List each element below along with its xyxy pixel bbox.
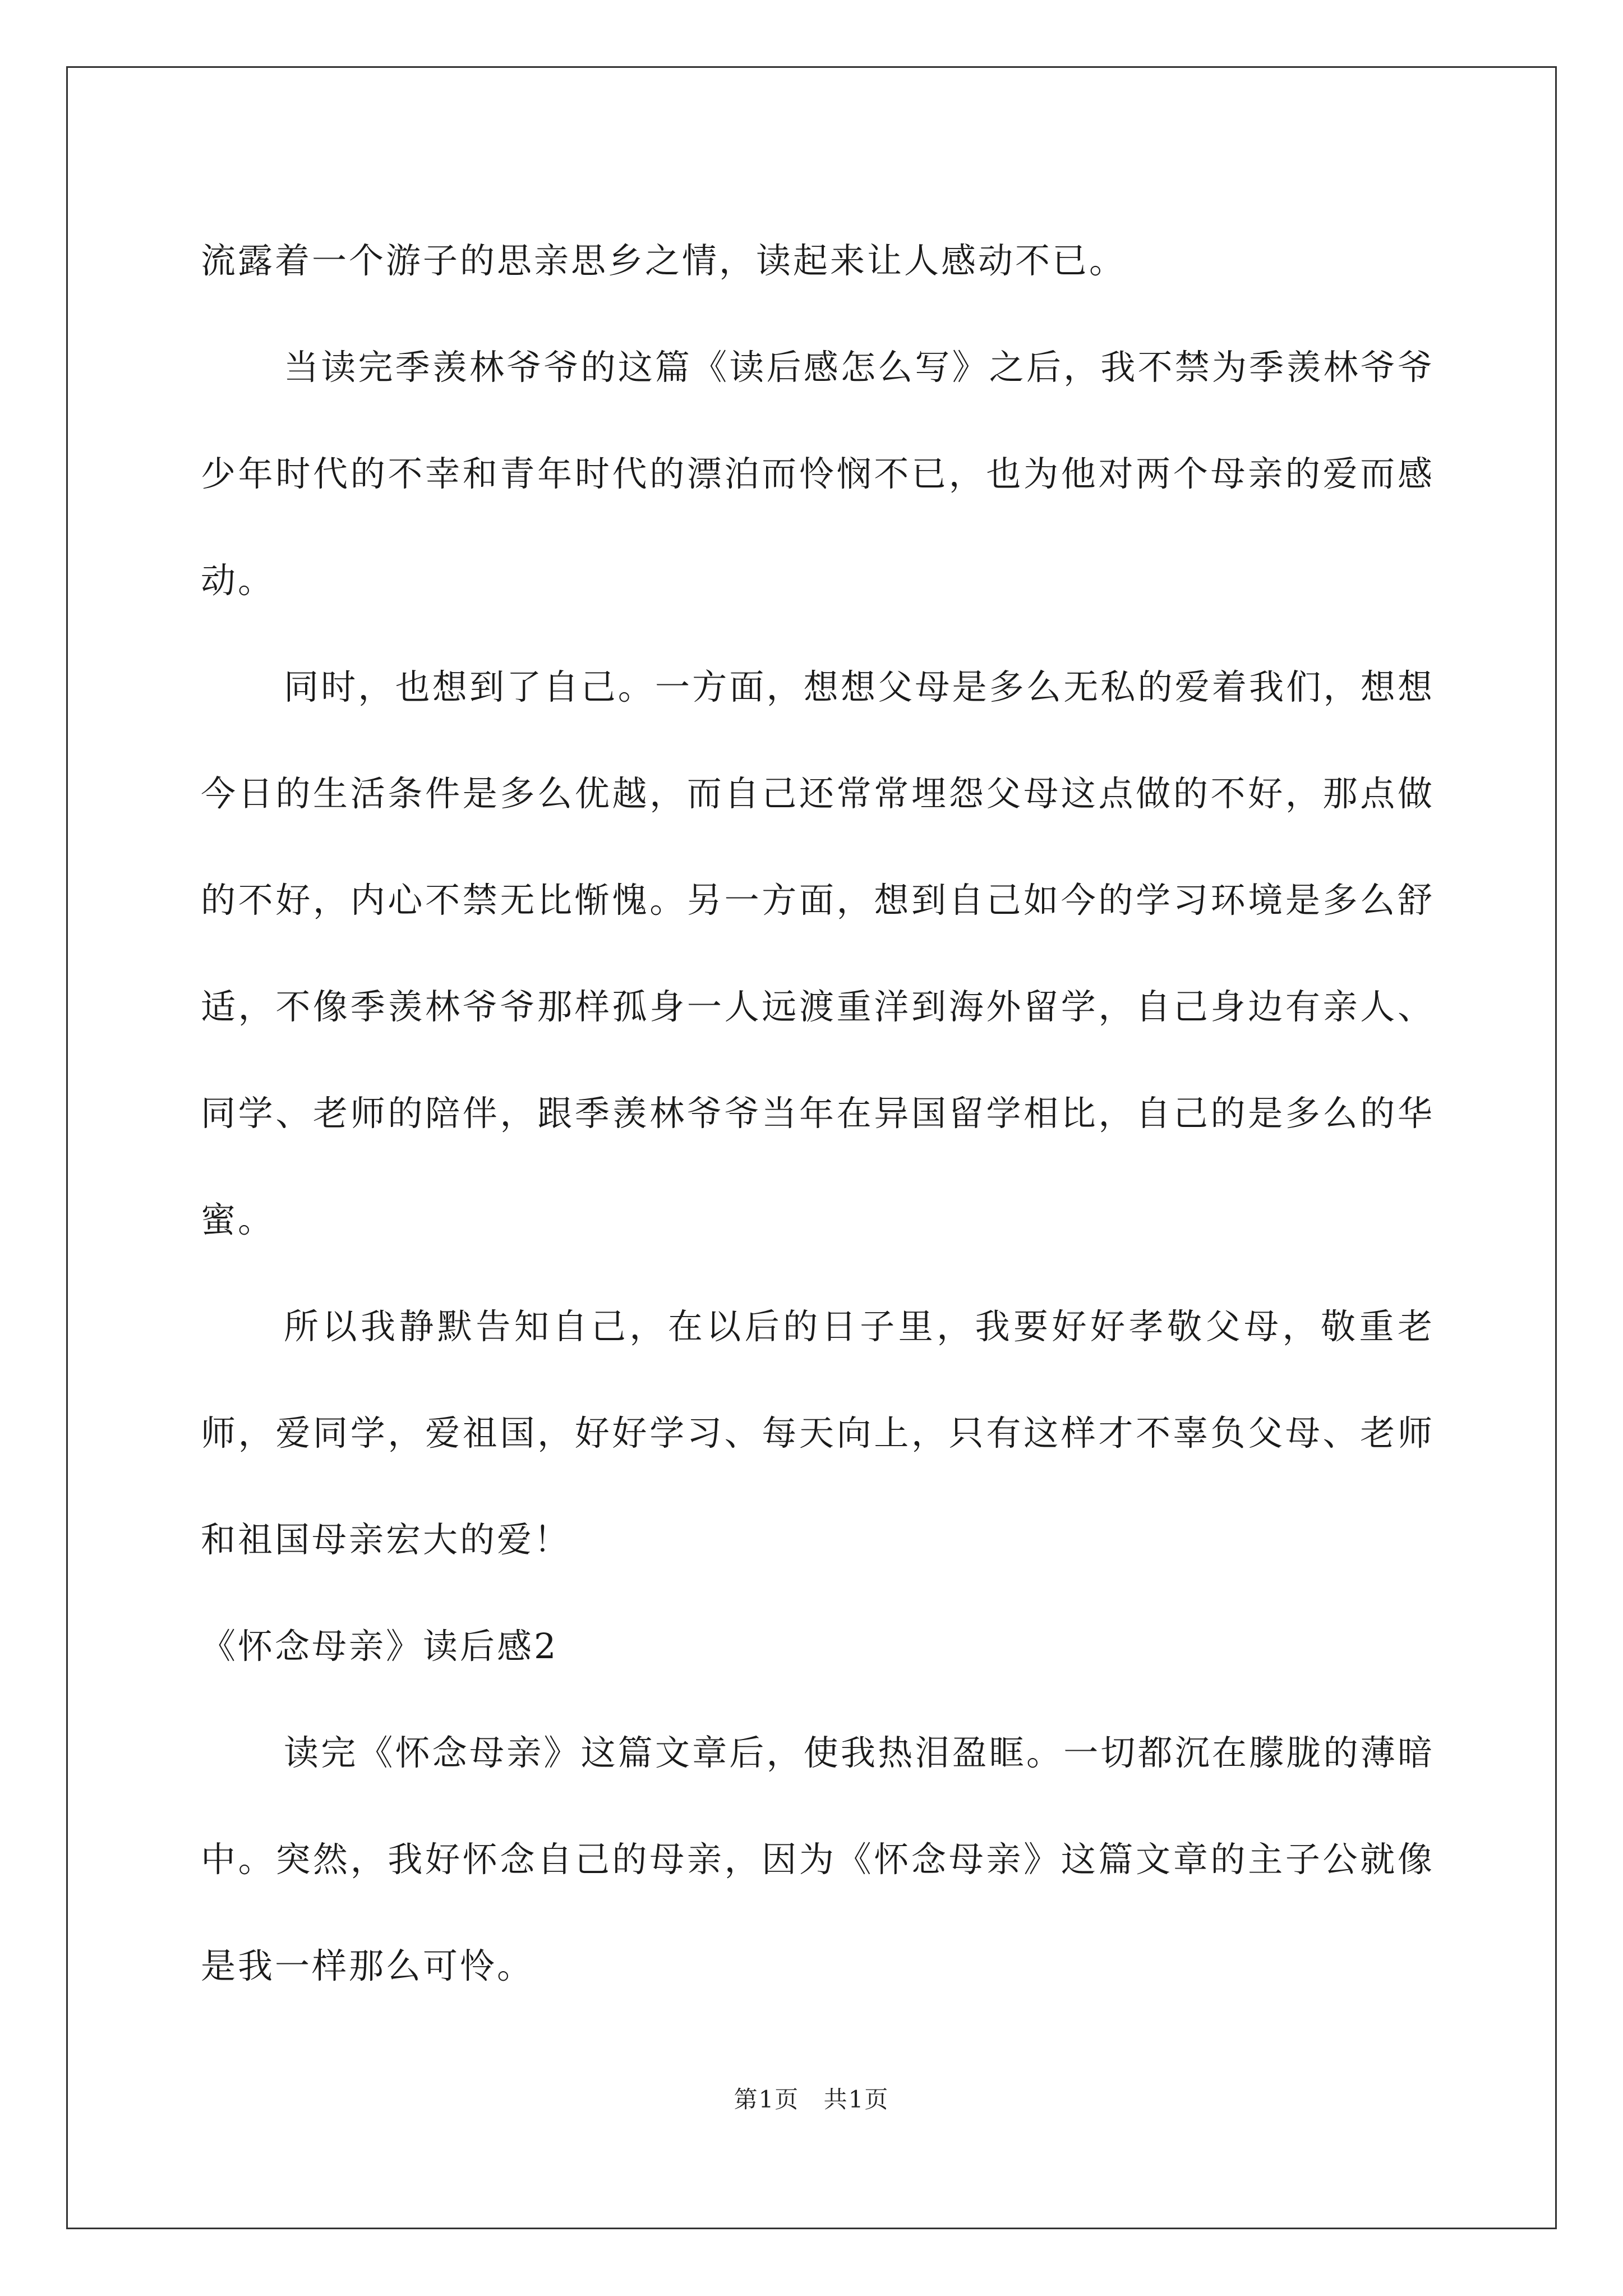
paragraph-5: 读完《怀念母亲》这篇文章后，使我热泪盈眶。一切都沉在朦胧的薄暗中。突然，我好怀念自己的母亲，因为《怀念母亲》这篇文章的主子公就像是我一样那么可怜。 (201, 1732, 1435, 1986)
section-heading: 《怀念母亲》读后感2 (201, 1626, 559, 1667)
paragraph-4: 所以我静默告知自己，在以后的日子里，我要好好孝敬父母，敬重老师，爱同学，爱祖国，好好学习、每天向上，只有这样才不辜负父母、老师和祖国母亲宏大的爱！ (201, 1306, 1435, 1560)
page-footer (0, 2081, 1623, 2115)
document-body (201, 208, 1435, 2019)
page-total: 共1页 (823, 2086, 889, 2113)
paragraph-3: 同时，也想到了自己。一方面，想想父母是多么无私的爱着我们，想想今日的生活条件是多么优越，而自己还常常埋怨父母这点做的不好，那点做的不好，内心不禁无比惭愧。另一方面，想到自己如今的学习环境是多么舒适，不像季羡林爷爷那样孤身一人远渡重洋到海外留学，自己身边有亲人、同学、老师的陪伴，跟季羡林爷爷当年在异国留学相比，自己的是多么的华蜜。 (201, 666, 1435, 1240)
paragraph-1: 流露着一个游子的思亲思乡之情，读起来让人感动不已。 (201, 240, 1127, 281)
paragraph-2: 当读完季羡林爷爷的这篇《读后感怎么写》之后，我不禁为季羡林爷爷少年时代的不幸和青年时代的漂泊而怜悯不已，也为他对两个母亲的爱而感动。 (201, 347, 1435, 601)
page-number: 第1页 (734, 2086, 800, 2113)
